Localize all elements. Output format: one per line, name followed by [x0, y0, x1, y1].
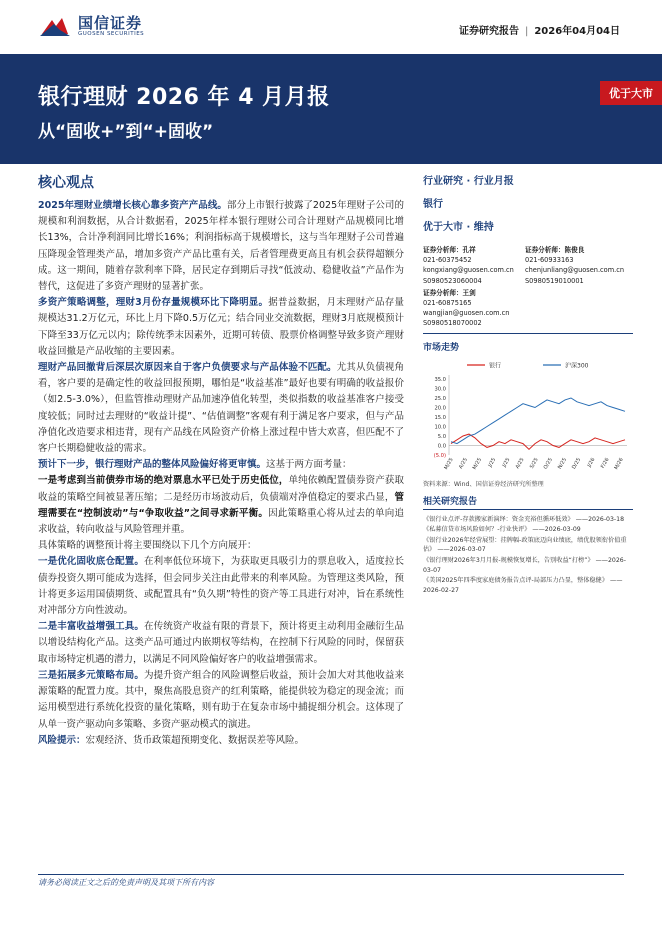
- x-tick-label: D/25: [571, 456, 583, 470]
- paragraph-text: 这基于两方面考量：: [266, 459, 352, 471]
- report-title: 银行理财 2026 年 4 月月报: [38, 85, 330, 110]
- paragraph-text: 为提升资产组合的风险调整后收益，预计会加大对其他收益来源策略的配置力度。其中，聚焦高股息资产的红利策略，能提供较为稳定的现金流；而运用模型进行系统化投资的量化策略，则有助于在复杂市场中捕捉细分机会。这体现了从单一资产驱动向多策略、多资产驱动模式的演进。: [38, 669, 404, 730]
- analyst-phone: 021-60875165: [423, 299, 472, 308]
- lead-sentence: 2025年理财业绩增长核心靠多资产产品线。: [38, 200, 227, 211]
- sidebar: [423, 172, 633, 596]
- related-reports-list: [423, 515, 633, 596]
- footer-divider: [38, 874, 624, 875]
- meta-separator: |: [524, 26, 529, 37]
- section-heading: 核心观点: [38, 175, 94, 191]
- y-tick-label: 30.0: [434, 386, 446, 393]
- x-tick-label: O/25: [542, 456, 554, 471]
- paragraph: [38, 619, 404, 668]
- legend-label: 沪深300: [565, 362, 589, 370]
- lead-sentence: 风险提示：: [38, 734, 86, 746]
- y-tick-label: (5.0): [433, 452, 446, 459]
- analyst-email[interactable]: kongxiang@guosen.com.cn: [423, 266, 514, 275]
- analyst-phone: 021-60375452: [423, 256, 472, 265]
- paragraph: [38, 668, 404, 733]
- logo-text-cn: 国信证券: [78, 14, 143, 32]
- lead-sentence: 三是拓展多元策略布局。: [38, 669, 144, 681]
- bold-point: 管理需要在“控制波动”与“争取收益”之间寻求新平衡。: [38, 491, 404, 519]
- title-banner: [0, 54, 662, 164]
- paragraph: [38, 360, 404, 457]
- analyst-card: [423, 288, 525, 329]
- paragraph: [38, 554, 404, 619]
- lead-sentence: 多资产策略调整，理财3月份存量规模环比下降明显。: [38, 297, 269, 309]
- paragraph: [38, 733, 404, 749]
- report-date: 2026年04月04日: [534, 26, 620, 37]
- related-report-link[interactable]: 《私募信贷市场风险如何？-行业快评》 ——2026-03-09: [423, 526, 581, 534]
- analyst-name: 证券分析师：王剑: [423, 288, 476, 297]
- analyst-name: 证券分析师：陈俊良: [525, 246, 585, 254]
- y-tick-label: 10.0: [434, 424, 446, 431]
- report-subtitle: 从“固收+”到“+固收”: [38, 122, 214, 142]
- paragraph: 具体策略的调整预计将主要围绕以下几个方向展开：: [38, 540, 257, 552]
- x-tick-label: A/25: [457, 456, 469, 470]
- y-tick-label: 25.0: [434, 395, 446, 402]
- core-views-body: [38, 198, 404, 749]
- footer-disclaimer: 请务必阅读正文之后的免责声明及其项下所有内容: [38, 878, 214, 887]
- market-trend-chart: [423, 357, 633, 477]
- y-tick-label: 20.0: [434, 405, 446, 412]
- lead-sentence: 一是优化固收底仓配置。: [38, 556, 144, 568]
- paragraph-text: 宏观经济、货币政策超预期变化、数据误差等风险。: [85, 734, 305, 746]
- analyst-name: 证券分析师：孔祥: [423, 246, 476, 254]
- paragraph-text: 尤其从负债视角看，客户要的是确定性的收益回报预期，哪怕是“收益基准”最好也要有明确的收益报价（如2.5-3.0%），但监管推动理财产品加速净值化转型，类似指数的收益基准客户接受度较低；同时过去理财的“收益计提”、“估值调整”客观有利于满足客户要求，但与产品净值化改造要求相违背，现有产品线在风险资产价格上涨过程中皆大欢喜，但匹配不了客户长期稳健收益的需求。: [38, 362, 404, 455]
- x-tick-label: M/25: [443, 456, 455, 471]
- analyst-card: [423, 245, 525, 286]
- report-type: 证券研究报告: [458, 26, 519, 37]
- lead-sentence: 理财产品回撤背后深层次原因来自于客户负债要求与产品体验不匹配。: [38, 362, 337, 374]
- company-logo: [38, 14, 144, 38]
- lead-sentence: 预计下一步，银行理财产品的整体风险偏好将更审慎。: [38, 459, 267, 471]
- paragraph: [38, 198, 404, 295]
- analyst-email[interactable]: chenjunliang@guosen.com.cn: [525, 266, 625, 275]
- related-report-link[interactable]: 《银行业点评-存款搬家新演绎：资金充裕但循环低效》 ——2026-03-18: [423, 515, 625, 523]
- x-tick-label: J/26: [586, 456, 597, 468]
- analyst-email[interactable]: wangjian@guosen.com.cn: [423, 309, 510, 318]
- series-line-bank: [451, 434, 625, 449]
- paragraph: [38, 457, 404, 538]
- analyst-card: [525, 245, 633, 286]
- analyst-cert: S0980519010001: [525, 276, 584, 285]
- paragraph: [38, 295, 404, 360]
- paragraph-text: 因此策略重心将从过去的单向追求收益，转向收益与风险管理并重。: [38, 507, 404, 536]
- paragraph-text: 单纯依赖配置债券资产获取收益的策略空间被显著压缩；二是经历市场波动后，负债端对净值稳定的要求凸显，: [38, 475, 404, 503]
- analyst-cert: S0980523060004: [423, 276, 482, 285]
- report-meta: [459, 22, 620, 37]
- x-tick-label: A/25: [514, 456, 526, 470]
- x-tick-label: F/26: [599, 456, 611, 470]
- paragraph-text: 在利率低位环境下，为获取更具吸引力的票息收入，适度拉长债券投资久期可能成为选择，但会同步关注由此带来的利率风险。为管理这类风险，预计将更多运用国债期货、或配置具有“负久期”特性的资产等工具进行对冲，旨在系统性对冲部分方向性波动。: [38, 556, 404, 617]
- legend-label: 银行: [489, 362, 502, 370]
- analyst-list: [423, 245, 633, 329]
- y-tick-label: 15.0: [434, 414, 446, 421]
- analyst-cert: S0980518070002: [423, 319, 482, 328]
- related-report-link[interactable]: 《银行业2026年经营展望：挂牌幅-政策底迈向业绩底，绩优股领衔价值重估》 ——2026-03-07: [423, 536, 627, 554]
- rating-badge: 优于大市: [600, 81, 662, 105]
- chart-source: 资料来源：Wind、国信证券经济研究所整理: [423, 480, 544, 488]
- related-report-link[interactable]: 《银行理财2026年3月月报-规模恢复增长，告别收益“打榜”》 ——2026-03-07: [423, 557, 626, 574]
- core-views-section: [38, 172, 404, 749]
- paragraph-text: 在传统资产收益有限的背景下，预计将更主动利用金融衍生品以增设结构化产品。这类产品可通过内嵌期权等结构，在控制下行风险的同时，保留获取市场特定机遇的潜力，以满足不同风险偏好客户的收益增强需求。: [38, 621, 404, 665]
- logo-text-en: GUOSEN SECURITIES: [78, 31, 145, 37]
- related-report-link[interactable]: 《美国2025年四季度家庭债务报告点评-局部压力凸显，整体稳健》 ——2026-02-27: [423, 577, 623, 594]
- rating-line: 优于大市 · 维持: [423, 222, 494, 233]
- sector-name: 银行: [423, 199, 443, 210]
- top-bar: [0, 0, 662, 52]
- y-tick-label: 5.0: [437, 433, 446, 440]
- chart-svg: [423, 357, 633, 477]
- x-tick-label: J/25: [487, 456, 498, 468]
- x-tick-label: M/26: [613, 456, 625, 471]
- related-reports-title: 相关研究报告: [423, 494, 633, 510]
- lead-sentence: 二是丰富收益增强工具。: [38, 621, 144, 633]
- x-tick-label: S/25: [528, 456, 540, 470]
- market-trend-title: 市场走势: [423, 342, 460, 353]
- bold-point: 一是考虑到当前债券市场的绝对票息水平已处于历史低位，: [38, 475, 289, 487]
- x-tick-label: M/25: [471, 456, 484, 471]
- x-tick-label: J/25: [501, 456, 512, 468]
- report-category: 行业研究 · 行业月报: [423, 176, 514, 187]
- y-tick-label: 0.0: [437, 443, 446, 450]
- paragraph-text: 部分上市银行披露了2025年理财子公司的规模和利润数据，从合计数据看，2025年样本银行理财公司合计理财产品规模同比增长13%，合计净利润同比增长16%；利润指标高于规模增长，这与当年理财子公司普遍压降现金管理类产品，增加多资产产品比重有关，后者管理费更高且有机会获得超额分成。这一期间，随着存款利率下降，居民定存到期后寻找“低波动、稳健收益”产品作为替代，这促进了多资产理财的显著扩张。: [38, 200, 404, 293]
- paragraph-text: 据普益数据，月末理财产品存量规模达31.2万亿元，环比上月下降0.5万亿元；结合同业交流数据，理财3月底规模预计下降至33万亿元以内；除传统季末因素外，近期可转债、股票价格调整导致多资产理财收益回撤是产品收缩的主要因素。: [38, 297, 404, 357]
- guosen-logo-icon: [38, 14, 72, 38]
- x-tick-label: N/25: [556, 456, 569, 470]
- y-tick-label: 35.0: [434, 376, 446, 383]
- analyst-phone: 021-60933163: [525, 256, 574, 265]
- series-line-csi300: [451, 398, 625, 444]
- divider: [423, 333, 633, 334]
